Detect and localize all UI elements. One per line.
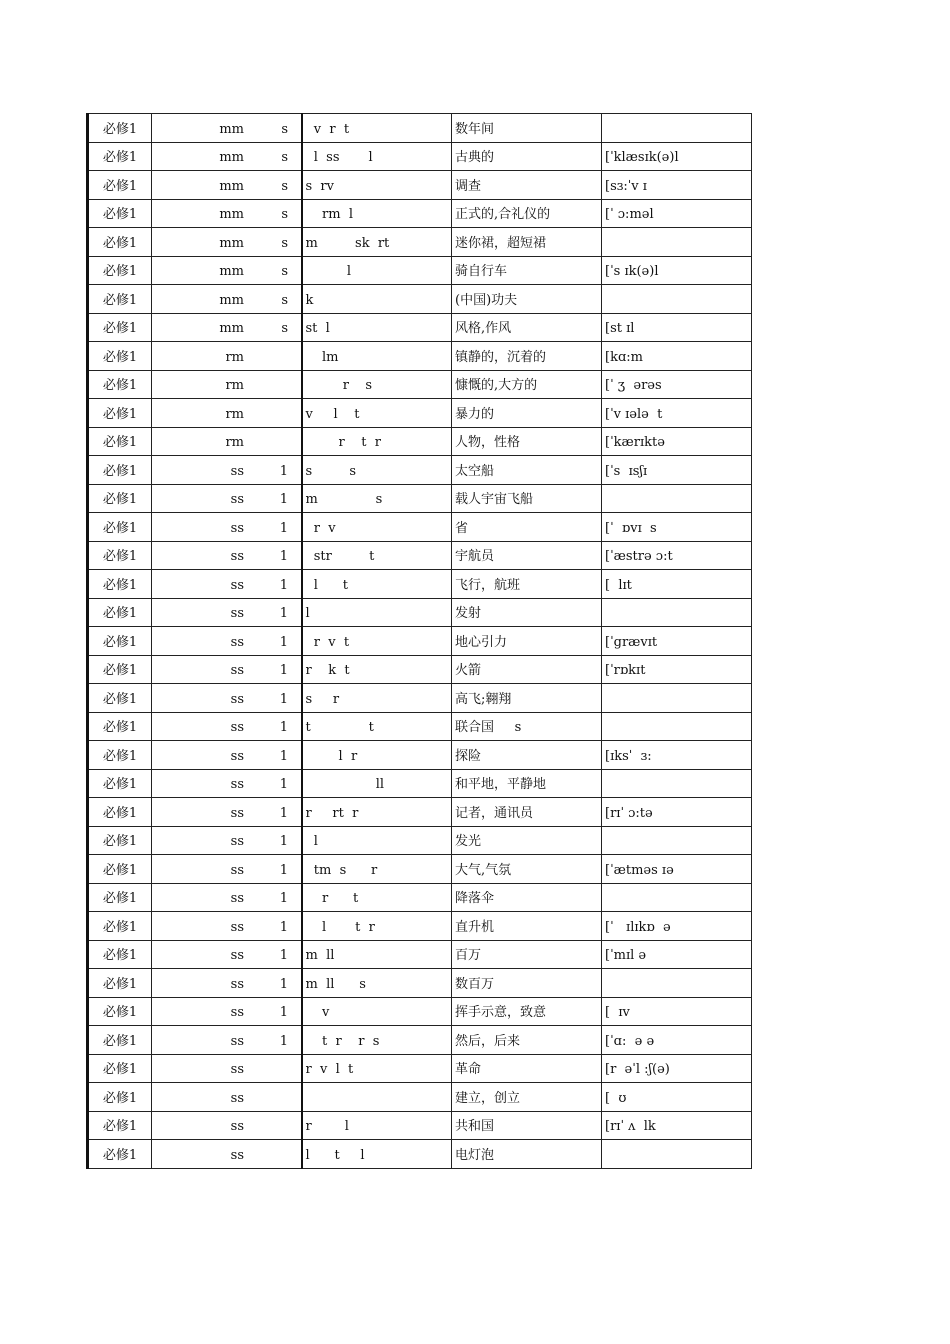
table-row: [88, 769, 752, 798]
meaning-cell: 迷你裙，超短裙: [452, 228, 602, 257]
book-cell: 必修1: [88, 114, 152, 143]
unit-cell: [152, 1140, 302, 1169]
unit-number: 1: [279, 663, 288, 678]
table-row: [88, 285, 752, 314]
book-cell: 必修1: [88, 370, 152, 399]
word-cell: str t: [302, 541, 452, 570]
unit-name: ss: [230, 634, 244, 650]
book-cell: 必修1: [88, 285, 152, 314]
unit-number: 1: [279, 691, 288, 707]
meaning-cell: 省: [452, 513, 602, 542]
unit-name: ss: [230, 492, 244, 507]
word-cell: l t l: [302, 1140, 452, 1169]
phonetic-cell: [ˈæstrə ɔ:t: [602, 541, 752, 570]
unit-number: 1: [279, 862, 288, 878]
unit-cell: [152, 456, 302, 485]
phonetic-cell: [ lɪt: [602, 570, 752, 599]
table-row: [88, 313, 752, 342]
unit-name: ss: [230, 834, 244, 849]
unit-name: ss: [230, 1062, 244, 1077]
unit-cell: [152, 313, 302, 342]
book-cell: 必修1: [88, 199, 152, 228]
table-row: [88, 1026, 752, 1055]
unit-number: 1: [279, 1005, 288, 1020]
book-cell: 必修1: [88, 513, 152, 542]
unit-cell: [152, 199, 302, 228]
table-row: [88, 142, 752, 171]
meaning-cell: 电灯泡: [452, 1140, 602, 1169]
unit-number: s: [281, 264, 288, 279]
word-cell: r v: [302, 513, 452, 542]
meaning-cell: 宇航员: [452, 541, 602, 570]
word-cell: s s: [302, 456, 452, 485]
table-row: [88, 798, 752, 827]
unit-number: 1: [279, 520, 288, 536]
table-row: [88, 541, 752, 570]
unit-number: 1: [279, 720, 288, 735]
unit-cell: [152, 513, 302, 542]
unit-name: mm: [219, 235, 244, 251]
phonetic-cell: [ɪksˈ ɜ:: [602, 741, 752, 770]
phonetic-cell: [ˈætməs ɪə: [602, 855, 752, 884]
phonetic-cell: [ˈgrævɪt: [602, 627, 752, 656]
unit-name: ss: [230, 691, 244, 707]
phonetic-cell: [ˈkærɪktə: [602, 427, 752, 456]
phonetic-cell: [ˈmɪl ə: [602, 940, 752, 969]
unit-number: 1: [279, 634, 288, 650]
unit-cell: [152, 541, 302, 570]
book-cell: 必修1: [88, 427, 152, 456]
phonetic-cell: [ˈv ɪələ t: [602, 399, 752, 428]
unit-cell: [152, 342, 302, 371]
word-cell: l: [302, 826, 452, 855]
phonetic-cell: [602, 684, 752, 713]
unit-number: 1: [279, 891, 288, 906]
unit-name: rm: [225, 378, 244, 393]
table-row: [88, 1083, 752, 1112]
unit-number: s: [281, 178, 288, 194]
meaning-cell: 共和国: [452, 1111, 602, 1140]
phonetic-cell: [kɑ:m: [602, 342, 752, 371]
unit-number: 1: [279, 463, 288, 479]
meaning-cell: 记者，通讯员: [452, 798, 602, 827]
book-cell: 必修1: [88, 256, 152, 285]
unit-name: mm: [219, 207, 244, 222]
table-row: [88, 1140, 752, 1169]
book-cell: 必修1: [88, 541, 152, 570]
meaning-cell: 革命: [452, 1054, 602, 1083]
table-row: [88, 456, 752, 485]
phonetic-cell: [ˈ ɪlɪkɒ ə: [602, 912, 752, 941]
book-cell: 必修1: [88, 997, 152, 1026]
meaning-cell: 载人宇宙飞船: [452, 484, 602, 513]
unit-number: 1: [279, 919, 288, 935]
unit-cell: [152, 969, 302, 998]
unit-cell: [152, 171, 302, 200]
phonetic-cell: [sɜ:ˈv ɪ: [602, 171, 752, 200]
unit-name: ss: [230, 463, 244, 479]
table-row: [88, 1111, 752, 1140]
unit-cell: [152, 228, 302, 257]
table-row: [88, 171, 752, 200]
meaning-cell: 建立，创立: [452, 1083, 602, 1112]
unit-cell: [152, 399, 302, 428]
unit-name: mm: [219, 178, 244, 194]
table-row: [88, 228, 752, 257]
unit-number: s: [281, 235, 288, 251]
book-cell: 必修1: [88, 342, 152, 371]
table-row: [88, 826, 752, 855]
unit-name: mm: [219, 264, 244, 279]
book-cell: 必修1: [88, 655, 152, 684]
phonetic-cell: [602, 228, 752, 257]
book-cell: 必修1: [88, 1026, 152, 1055]
unit-name: ss: [230, 748, 244, 764]
phonetic-cell: [602, 826, 752, 855]
meaning-cell: 风格,作风: [452, 313, 602, 342]
unit-cell: [152, 655, 302, 684]
book-cell: 必修1: [88, 855, 152, 884]
word-cell: r k t: [302, 655, 452, 684]
word-cell: st l: [302, 313, 452, 342]
unit-name: mm: [219, 321, 244, 336]
book-cell: 必修1: [88, 456, 152, 485]
table-row: [88, 342, 752, 371]
table-row: [88, 912, 752, 941]
unit-cell: [152, 1083, 302, 1112]
unit-cell: [152, 598, 302, 627]
unit-cell: [152, 912, 302, 941]
unit-number: 1: [279, 492, 288, 507]
meaning-cell: 调查: [452, 171, 602, 200]
unit-number: 1: [279, 976, 288, 992]
unit-number: 1: [279, 748, 288, 764]
vocabulary-table: [86, 113, 752, 1169]
unit-name: ss: [230, 1033, 244, 1049]
meaning-cell: 太空船: [452, 456, 602, 485]
unit-cell: [152, 1111, 302, 1140]
word-cell: s r: [302, 684, 452, 713]
unit-name: ss: [230, 777, 244, 792]
unit-cell: [152, 826, 302, 855]
phonetic-cell: [ˈs ɪsʃɪ: [602, 456, 752, 485]
unit-name: ss: [230, 1005, 244, 1020]
table-row: [88, 256, 752, 285]
unit-name: ss: [230, 549, 244, 564]
table-row: [88, 598, 752, 627]
unit-name: mm: [219, 150, 244, 165]
book-cell: 必修1: [88, 769, 152, 798]
meaning-cell: 火箭: [452, 655, 602, 684]
unit-cell: [152, 484, 302, 513]
book-cell: 必修1: [88, 570, 152, 599]
word-cell: l t r: [302, 912, 452, 941]
unit-cell: [152, 798, 302, 827]
meaning-cell: 然后，后来: [452, 1026, 602, 1055]
meaning-cell: 数年间: [452, 114, 602, 143]
meaning-cell: 发光: [452, 826, 602, 855]
unit-cell: [152, 427, 302, 456]
phonetic-cell: [rɪˈ ʌ lk: [602, 1111, 752, 1140]
unit-cell: [152, 627, 302, 656]
word-cell: rm l: [302, 199, 452, 228]
book-cell: 必修1: [88, 1083, 152, 1112]
word-cell: r s: [302, 370, 452, 399]
phonetic-cell: [ˈklæsɪk(ə)l: [602, 142, 752, 171]
unit-number: 1: [279, 834, 288, 849]
meaning-cell: 数百万: [452, 969, 602, 998]
word-cell: k: [302, 285, 452, 314]
word-cell: ll: [302, 769, 452, 798]
unit-number: s: [281, 121, 288, 137]
phonetic-cell: [602, 883, 752, 912]
unit-cell: [152, 1026, 302, 1055]
unit-cell: [152, 769, 302, 798]
meaning-cell: 地心引力: [452, 627, 602, 656]
meaning-cell: 百万: [452, 940, 602, 969]
book-cell: 必修1: [88, 1111, 152, 1140]
vocabulary-table-body: [88, 114, 752, 1169]
table-row: [88, 655, 752, 684]
unit-cell: [152, 570, 302, 599]
word-cell: [302, 1083, 452, 1112]
word-cell: l ss l: [302, 142, 452, 171]
meaning-cell: 慷慨的,大方的: [452, 370, 602, 399]
unit-name: ss: [230, 919, 244, 935]
word-cell: r rt r: [302, 798, 452, 827]
phonetic-cell: [602, 1140, 752, 1169]
table-row: [88, 513, 752, 542]
unit-number: 1: [279, 549, 288, 564]
word-cell: l: [302, 256, 452, 285]
meaning-cell: 联合国 s: [452, 712, 602, 741]
unit-name: ss: [230, 805, 244, 821]
table-row: [88, 855, 752, 884]
unit-name: ss: [230, 862, 244, 878]
unit-cell: [152, 285, 302, 314]
book-cell: 必修1: [88, 171, 152, 200]
book-cell: 必修1: [88, 912, 152, 941]
unit-name: ss: [230, 720, 244, 735]
meaning-cell: 大气,气氛: [452, 855, 602, 884]
meaning-cell: 镇静的，沉着的: [452, 342, 602, 371]
phonetic-cell: [ˈɑ: ə ə: [602, 1026, 752, 1055]
unit-name: ss: [230, 891, 244, 906]
unit-name: ss: [230, 577, 244, 593]
unit-name: ss: [230, 948, 244, 963]
meaning-cell: 人物，性格: [452, 427, 602, 456]
meaning-cell: 和平地，平静地: [452, 769, 602, 798]
unit-number: 1: [279, 1033, 288, 1049]
book-cell: 必修1: [88, 883, 152, 912]
meaning-cell: 高飞;翱翔: [452, 684, 602, 713]
book-cell: 必修1: [88, 1140, 152, 1169]
word-cell: r l: [302, 1111, 452, 1140]
meaning-cell: 暴力的: [452, 399, 602, 428]
unit-cell: [152, 855, 302, 884]
word-cell: t t: [302, 712, 452, 741]
word-cell: r v l t: [302, 1054, 452, 1083]
word-cell: tm s r: [302, 855, 452, 884]
word-cell: m s: [302, 484, 452, 513]
phonetic-cell: [ˈs ɪk(ə)l: [602, 256, 752, 285]
table-row: [88, 1054, 752, 1083]
unit-name: mm: [219, 121, 244, 137]
table-row: [88, 627, 752, 656]
meaning-cell: 探险: [452, 741, 602, 770]
unit-cell: [152, 940, 302, 969]
phonetic-cell: [602, 969, 752, 998]
word-cell: t r r s: [302, 1026, 452, 1055]
unit-cell: [152, 1054, 302, 1083]
unit-name: ss: [230, 606, 244, 621]
phonetic-cell: [ˈ ʒ ərəs: [602, 370, 752, 399]
phonetic-cell: [st ɪl: [602, 313, 752, 342]
unit-number: 1: [279, 805, 288, 821]
unit-number: 1: [279, 606, 288, 621]
table-row: [88, 427, 752, 456]
phonetic-cell: [rɪˈ ɔ:tə: [602, 798, 752, 827]
meaning-cell: 骑自行车: [452, 256, 602, 285]
book-cell: 必修1: [88, 228, 152, 257]
phonetic-cell: [602, 285, 752, 314]
word-cell: v r t: [302, 114, 452, 143]
unit-cell: [152, 256, 302, 285]
unit-number: s: [281, 292, 288, 308]
phonetic-cell: [ ɪv: [602, 997, 752, 1026]
book-cell: 必修1: [88, 969, 152, 998]
unit-cell: [152, 712, 302, 741]
unit-name: ss: [230, 663, 244, 678]
book-cell: 必修1: [88, 484, 152, 513]
unit-number: 1: [279, 777, 288, 792]
word-cell: lm: [302, 342, 452, 371]
unit-name: rm: [225, 406, 244, 422]
phonetic-cell: [ˈrɒkɪt: [602, 655, 752, 684]
book-cell: 必修1: [88, 826, 152, 855]
table-row: [88, 370, 752, 399]
phonetic-cell: [602, 712, 752, 741]
phonetic-cell: [ˈ ɔ:məl: [602, 199, 752, 228]
table-row: [88, 399, 752, 428]
unit-number: s: [281, 321, 288, 336]
word-cell: r t r: [302, 427, 452, 456]
word-cell: v l t: [302, 399, 452, 428]
unit-name: ss: [230, 1119, 244, 1134]
unit-name: rm: [225, 349, 244, 365]
meaning-cell: 古典的: [452, 142, 602, 171]
word-cell: s rv: [302, 171, 452, 200]
table-row: [88, 883, 752, 912]
book-cell: 必修1: [88, 712, 152, 741]
word-cell: m ll s: [302, 969, 452, 998]
unit-cell: [152, 370, 302, 399]
meaning-cell: 挥手示意，致意: [452, 997, 602, 1026]
table-row: [88, 741, 752, 770]
table-row: [88, 484, 752, 513]
book-cell: 必修1: [88, 684, 152, 713]
word-cell: m ll: [302, 940, 452, 969]
word-cell: r v t: [302, 627, 452, 656]
meaning-cell: 直升机: [452, 912, 602, 941]
unit-number: 1: [279, 577, 288, 593]
table-row: [88, 114, 752, 143]
book-cell: 必修1: [88, 741, 152, 770]
table-row: [88, 940, 752, 969]
word-cell: l t: [302, 570, 452, 599]
phonetic-cell: [602, 598, 752, 627]
book-cell: 必修1: [88, 1054, 152, 1083]
book-cell: 必修1: [88, 940, 152, 969]
unit-name: ss: [230, 1090, 244, 1106]
meaning-cell: (中国)功夫: [452, 285, 602, 314]
table-row: [88, 199, 752, 228]
unit-cell: [152, 114, 302, 143]
meaning-cell: 发射: [452, 598, 602, 627]
book-cell: 必修1: [88, 142, 152, 171]
phonetic-cell: [ ʊ: [602, 1083, 752, 1112]
table-row: [88, 997, 752, 1026]
book-cell: 必修1: [88, 627, 152, 656]
unit-cell: [152, 741, 302, 770]
unit-number: 1: [279, 948, 288, 963]
table-row: [88, 570, 752, 599]
unit-cell: [152, 997, 302, 1026]
book-cell: 必修1: [88, 399, 152, 428]
meaning-cell: 降落伞: [452, 883, 602, 912]
unit-cell: [152, 684, 302, 713]
book-cell: 必修1: [88, 798, 152, 827]
phonetic-cell: [r əˈl :ʃ(ə): [602, 1054, 752, 1083]
unit-cell: [152, 883, 302, 912]
unit-number: s: [281, 150, 288, 165]
word-cell: l r: [302, 741, 452, 770]
meaning-cell: 正式的,合礼仪的: [452, 199, 602, 228]
unit-name: ss: [230, 520, 244, 536]
unit-name: ss: [230, 1147, 244, 1163]
word-cell: l: [302, 598, 452, 627]
word-cell: r t: [302, 883, 452, 912]
word-cell: v: [302, 997, 452, 1026]
table-row: [88, 969, 752, 998]
unit-cell: [152, 142, 302, 171]
table-row: [88, 712, 752, 741]
phonetic-cell: [602, 484, 752, 513]
book-cell: 必修1: [88, 313, 152, 342]
unit-name: rm: [225, 435, 244, 450]
book-cell: 必修1: [88, 598, 152, 627]
phonetic-cell: [ˈ ɒvɪ s: [602, 513, 752, 542]
unit-number: s: [281, 207, 288, 222]
word-cell: m sk rt: [302, 228, 452, 257]
phonetic-cell: [602, 114, 752, 143]
unit-name: mm: [219, 292, 244, 308]
table-row: [88, 684, 752, 713]
unit-name: ss: [230, 976, 244, 992]
meaning-cell: 飞行，航班: [452, 570, 602, 599]
phonetic-cell: [602, 769, 752, 798]
